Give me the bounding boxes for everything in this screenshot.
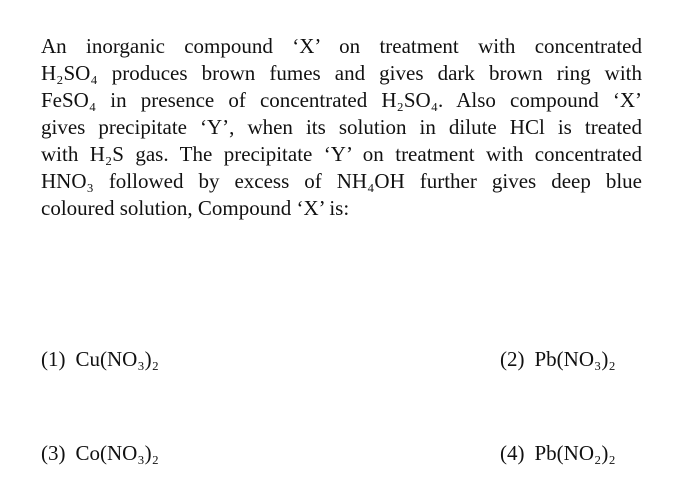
question-line: coloured solution, Compound ‘X’ is:	[41, 196, 350, 220]
option-text: Pb(NO₂)₂	[534, 441, 616, 465]
option-4[interactable]	[500, 440, 616, 467]
option-number: (3)	[41, 441, 66, 465]
question-line: gives precipitate ‘Y’, when its solution in dilute HCl is treated	[41, 115, 642, 139]
option-number: (1)	[41, 347, 66, 371]
question-line: H₂SO₄ produces brown fumes and gives dark brown ring with	[41, 61, 642, 85]
option-number: (4)	[500, 441, 525, 465]
question-line: HNO₃ followed by excess of NH₄OH further gives deep blue	[41, 169, 642, 193]
question-text	[41, 33, 642, 222]
question-line: An inorganic compound ‘X’ on treatment with concentrated	[41, 34, 642, 58]
option-text: Cu(NO₃)₂	[75, 347, 159, 371]
question-line: with H₂S gas. The precipitate ‘Y’ on treatment with concentrated	[41, 142, 642, 166]
option-number: (2)	[500, 347, 525, 371]
option-text: Co(NO₃)₂	[75, 441, 159, 465]
option-3[interactable]	[41, 440, 159, 467]
option-text: Pb(NO₃)₂	[534, 347, 616, 371]
option-2[interactable]	[500, 346, 616, 373]
option-1[interactable]	[41, 346, 159, 373]
question-line: FeSO₄ in presence of concentrated H₂SO₄. Also compound ‘X’	[41, 88, 642, 112]
